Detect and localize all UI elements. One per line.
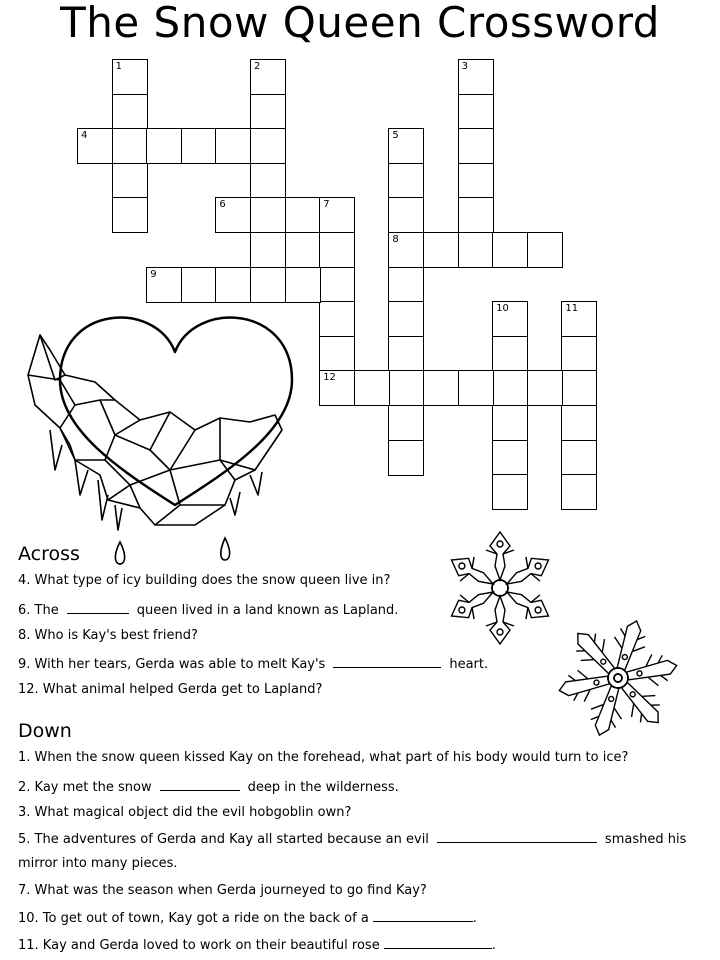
crossword-cell[interactable]	[146, 267, 182, 303]
crossword-cell[interactable]	[250, 267, 286, 303]
across-clue	[18, 573, 390, 588]
crossword-cell[interactable]	[319, 197, 355, 233]
clue-number: 4	[81, 130, 88, 142]
crossword-cell[interactable]	[388, 232, 424, 268]
crossword-cell[interactable]	[112, 94, 148, 130]
crossword-cell[interactable]	[319, 370, 355, 406]
crossword-cell[interactable]	[458, 163, 494, 199]
crossword-cell[interactable]	[458, 197, 494, 233]
down-clue	[18, 883, 427, 898]
crossword-cell[interactable]	[492, 232, 528, 268]
crossword-cell[interactable]	[458, 94, 494, 130]
clue-text: 7. What was the season when Gerda journeyed to go find Kay?	[18, 883, 427, 898]
crossword-cell[interactable]	[388, 197, 424, 233]
crossword-cell[interactable]	[388, 440, 424, 476]
crossword-cell[interactable]	[561, 370, 597, 406]
snowflake-illustration	[548, 618, 688, 738]
crossword-cell[interactable]	[250, 197, 286, 233]
crossword-cell[interactable]	[492, 301, 528, 337]
crossword-cell[interactable]	[527, 370, 563, 406]
answer-blank	[437, 830, 597, 843]
crossword-cell[interactable]	[354, 370, 390, 406]
answer-blank	[160, 778, 240, 791]
down-clue	[18, 805, 351, 820]
down-clue	[18, 778, 399, 795]
down-clue	[18, 830, 686, 847]
crossword-cell[interactable]	[492, 336, 528, 372]
crossword-cell[interactable]	[388, 370, 424, 406]
crossword-cell[interactable]	[458, 370, 494, 406]
clue-number: 12	[323, 372, 336, 384]
crossword-cell[interactable]	[388, 128, 424, 164]
clue-number: 5	[392, 130, 399, 142]
crossword-cell[interactable]	[319, 267, 355, 303]
down-clue	[18, 856, 178, 871]
crossword-cell[interactable]	[561, 336, 597, 372]
crossword-cell[interactable]	[388, 301, 424, 337]
clue-number: 7	[323, 199, 330, 211]
clue-number: 2	[254, 61, 261, 72]
crossword-cell[interactable]	[561, 301, 597, 337]
crossword-cell[interactable]	[112, 128, 148, 164]
crossword-cell[interactable]	[285, 197, 321, 233]
crossword-cell[interactable]	[112, 163, 148, 199]
crossword-cell[interactable]	[250, 163, 286, 199]
clue-text: queen lived in a land known as Lapland.	[136, 603, 399, 618]
answer-blank	[384, 936, 492, 949]
crossword-cell[interactable]	[250, 59, 286, 95]
clue-text: smashed his	[604, 832, 687, 847]
clue-text: deep in the wilderness.	[247, 780, 399, 795]
crossword-cell[interactable]	[215, 267, 251, 303]
across-clue	[18, 682, 322, 697]
crossword-cell[interactable]	[388, 163, 424, 199]
clue-text: 1. When the snow queen kissed Kay on the forehead, what part of his body would turn to ice?	[18, 750, 629, 765]
crossword-cell[interactable]	[388, 336, 424, 372]
clue-text: 3. What magical object did the evil hobgoblin own?	[18, 805, 352, 820]
crossword-cell[interactable]	[423, 370, 459, 406]
crossword-cell[interactable]	[388, 267, 424, 303]
down-clue	[18, 909, 477, 926]
clue-text: 12. What animal helped Gerda get to Lapland?	[18, 682, 323, 697]
crossword-cell[interactable]	[492, 405, 528, 441]
crossword-cell[interactable]	[492, 370, 528, 406]
answer-blank	[67, 601, 129, 614]
page-title: The Snow Queen Crossword	[60, 0, 660, 47]
crossword-cell[interactable]	[77, 128, 113, 164]
crossword-cell[interactable]	[492, 440, 528, 476]
crossword-cell[interactable]	[492, 474, 528, 510]
crossword-cell[interactable]	[181, 267, 217, 303]
crossword-cell[interactable]	[458, 232, 494, 268]
down-clue	[18, 750, 628, 765]
across-clue	[18, 628, 198, 643]
crossword-cell[interactable]	[181, 128, 217, 164]
answer-blank	[333, 655, 441, 668]
clue-text: 5. The adventures of Gerda and Kay all started because an evil	[18, 832, 429, 847]
clue-number: 1	[115, 61, 122, 72]
snowflake-illustration	[440, 528, 560, 648]
frozen-heart-illustration	[20, 310, 310, 570]
across-clue	[18, 601, 398, 618]
clue-text: .	[472, 911, 477, 926]
across-heading: Across	[18, 543, 80, 565]
crossword-cell[interactable]	[458, 128, 494, 164]
crossword-cell[interactable]	[215, 128, 251, 164]
crossword-cell[interactable]	[388, 405, 424, 441]
across-clue	[18, 655, 488, 672]
clue-number: 10	[496, 303, 509, 315]
crossword-cell[interactable]	[423, 232, 459, 268]
crossword-cell[interactable]	[561, 440, 597, 476]
crossword-cell[interactable]	[112, 59, 148, 95]
clue-text: 11. Kay and Gerda loved to work on their beautiful rose	[18, 938, 380, 953]
clue-text: heart.	[449, 657, 489, 672]
crossword-cell[interactable]	[527, 232, 563, 268]
down-clue	[18, 936, 496, 953]
crossword-cell[interactable]	[285, 267, 321, 303]
crossword-cell[interactable]	[250, 232, 286, 268]
clue-number: 3	[461, 61, 468, 72]
answer-blank	[373, 909, 473, 922]
crossword-cell[interactable]	[146, 128, 182, 164]
clue-text: 4. What type of icy building does the snow queen live in?	[18, 573, 391, 588]
clue-text: 9. With her tears, Gerda was able to melt Kay's	[18, 657, 326, 672]
crossword-cell[interactable]	[458, 59, 494, 95]
crossword-cell[interactable]	[215, 197, 251, 233]
crossword-cell[interactable]	[561, 405, 597, 441]
crossword-cell[interactable]	[250, 94, 286, 130]
crossword-cell[interactable]	[250, 128, 286, 164]
clue-number: 9	[150, 268, 157, 280]
clue-text: .	[491, 938, 496, 953]
clue-text: 10. To get out of town, Kay got a ride on the back of a	[18, 911, 369, 926]
clue-text: mirror into many pieces.	[18, 856, 178, 871]
clue-number: 11	[565, 303, 579, 315]
crossword-cell[interactable]	[319, 301, 355, 337]
crossword-cell[interactable]	[112, 197, 148, 233]
crossword-cell[interactable]	[319, 336, 355, 372]
down-heading: Down	[18, 720, 72, 742]
clue-text: 8. Who is Kay's best friend?	[18, 628, 198, 643]
clue-text: 2. Kay met the snow	[18, 780, 152, 795]
crossword-cell[interactable]	[319, 232, 355, 268]
clue-text: 6. The	[18, 603, 59, 618]
clue-number: 6	[219, 199, 226, 211]
clue-number: 8	[392, 234, 399, 245]
crossword-cell[interactable]	[561, 474, 597, 510]
